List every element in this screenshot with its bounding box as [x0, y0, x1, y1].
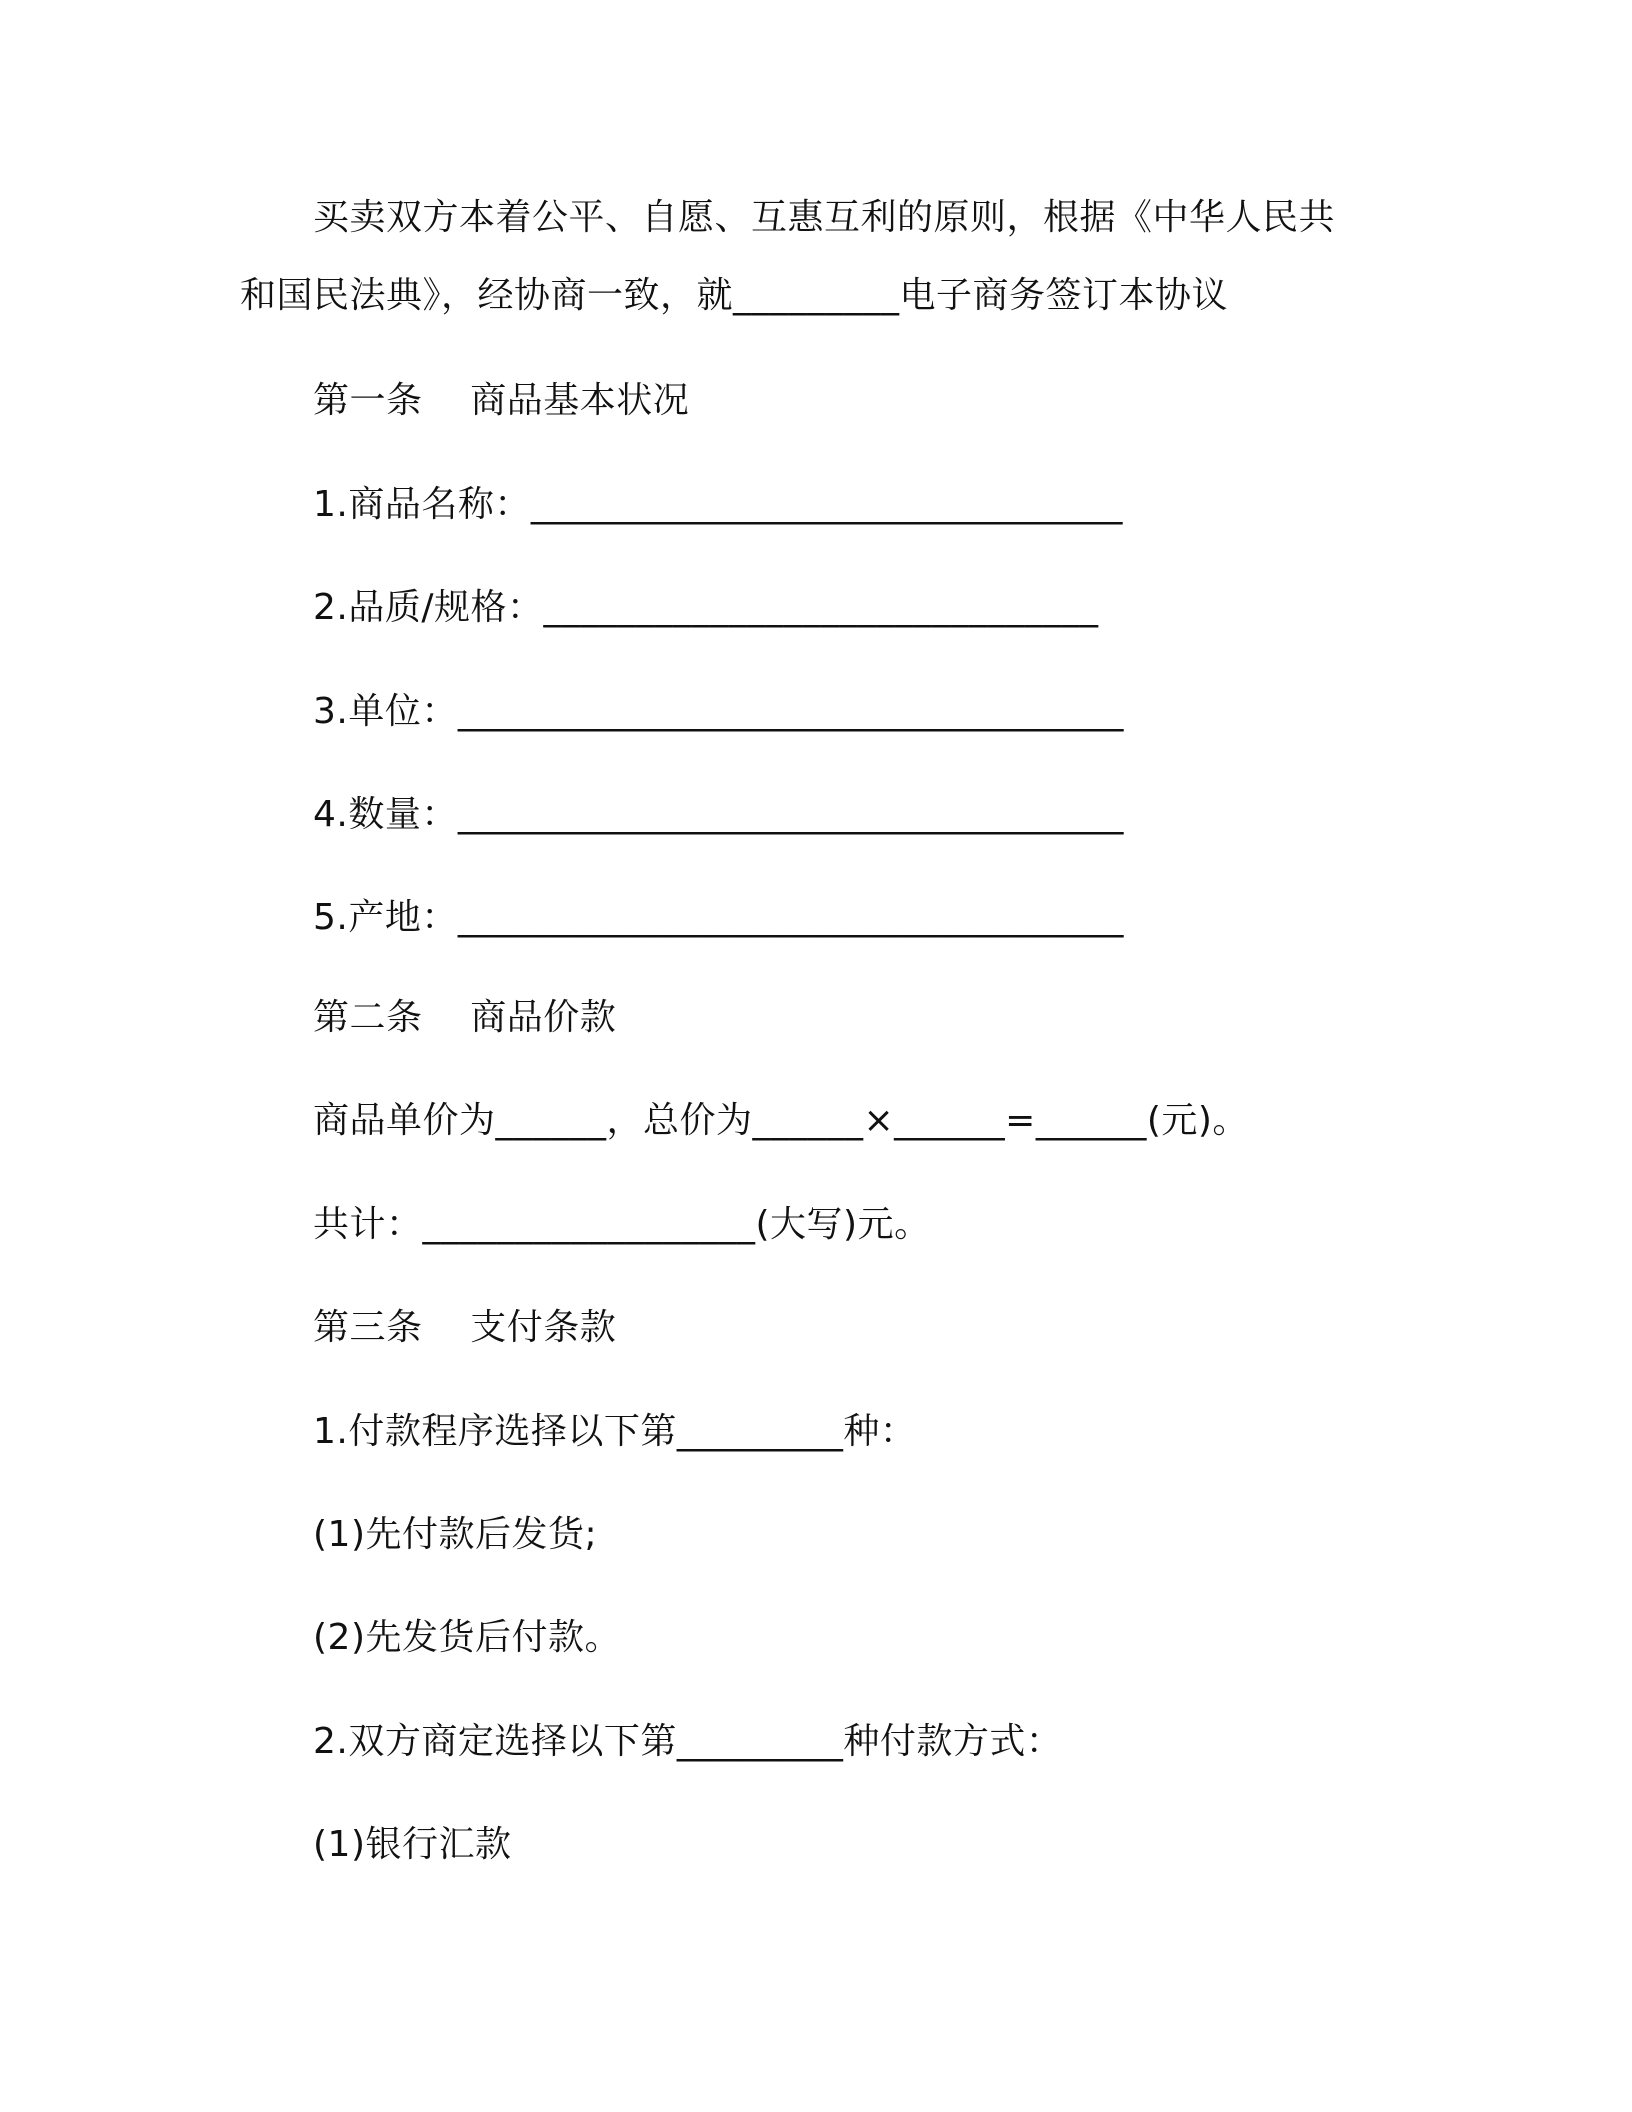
procedure-option-1: (1)先付款后发货;: [313, 1514, 598, 1555]
article-1-heading: 第一条 商品基本状况: [313, 380, 690, 421]
payment-method-line: 2.双方商定选择以下第_________种付款方式：: [313, 1721, 1063, 1762]
procedure-option-2: (2)先发货后付款。: [313, 1617, 621, 1658]
item-product-name: 1.商品名称：________________________________: [313, 484, 1123, 525]
intro-line-2: 和国民法典》，经协商一致，就_________电子商务签订本协议: [240, 275, 1229, 316]
total-line: 共计：__________________(大写)元。: [313, 1204, 931, 1245]
article-3-heading: 第三条 支付条款: [313, 1307, 617, 1348]
intro-line-1: 买卖双方本着公平、自愿、互惠互利的原则，根据《中华人民共: [313, 197, 1336, 238]
item-quality-spec: 2.品质/规格：______________________________: [313, 587, 1099, 628]
method-option-1: (1)银行汇款: [313, 1824, 512, 1865]
item-origin: 5.产地：____________________________________: [313, 897, 1124, 938]
item-quantity: 4.数量：____________________________________: [313, 794, 1124, 835]
price-line: 商品单价为______，总价为______×______=______(元)。: [313, 1100, 1249, 1141]
item-unit: 3.单位：____________________________________: [313, 691, 1124, 732]
payment-procedure-line: 1.付款程序选择以下第_________种：: [313, 1411, 917, 1452]
article-2-heading: 第二条 商品价款: [313, 997, 617, 1038]
